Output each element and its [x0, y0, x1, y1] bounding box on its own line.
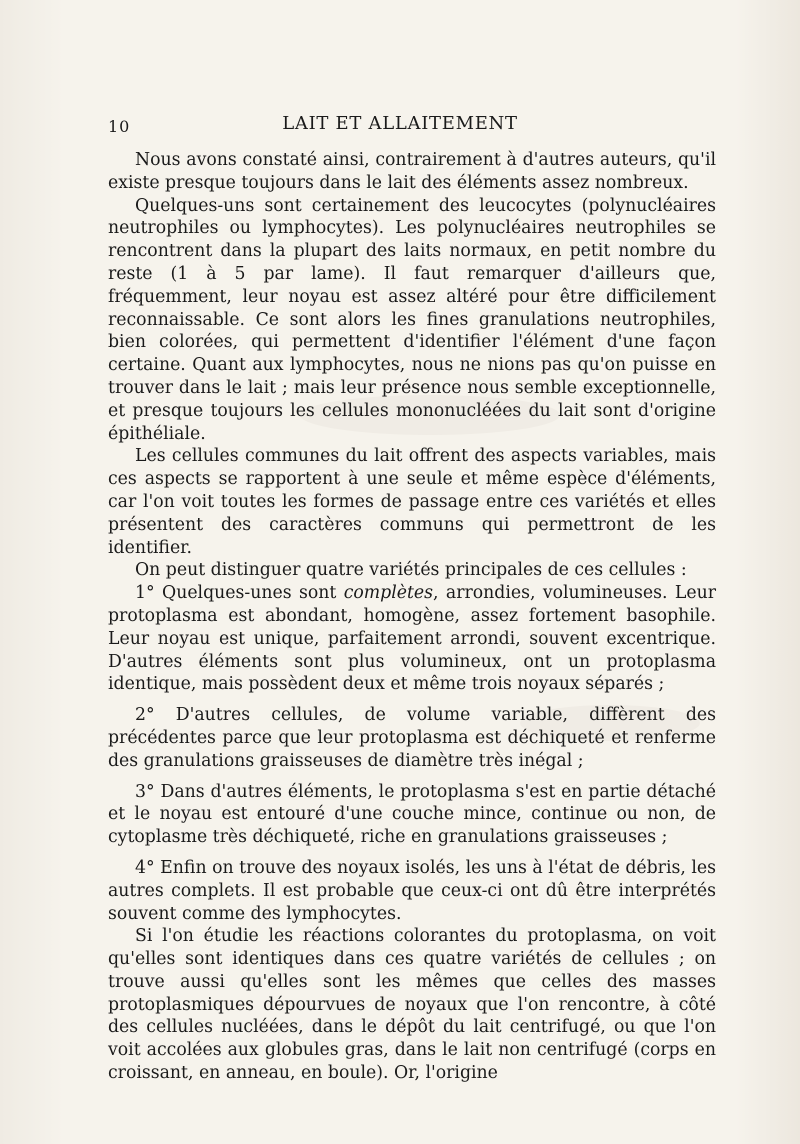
variety-1-emphasis: complètes: [343, 583, 434, 604]
paragraph: On peut distinguer quatre variétés principales de ces cellules :: [135, 560, 687, 581]
paragraph: Les cellules communes du lait offrent des aspects variables, mais ces aspects se rapportent à une seule et même espèce d'éléments, car l'on voit toutes les formes de passage entre ces variétés et elles présentent des caractères communs qui permettront de les identifier.: [108, 446, 716, 558]
variety-1-prefix: 1° Quelques-unes sont: [135, 583, 344, 604]
paragraph: Si l'on étudie les réactions colorantes du protoplasma, on voit qu'elles sont identiques dans ces quatre variétés de cellules ; on trouve aussi qu'elles sont les mêmes que celles des masses protoplasmiques dépourvues de noyaux que l'on rencontre, à côté des cellules nucléées, dans le dépôt du lait centrifugé, ou que l'on voit accolées aux globules gras, dans le lait non centrifugé (corps en croissant, en anneau, en boule). Or, l'origine: [108, 926, 716, 1084]
variety-3-paragraph: 3° Dans d'autres éléments, le protoplasma s'est en partie détaché et le noyau est entouré d'une couche mince, continue ou non, de cytoplasme très déchiqueté, riche en granulations graisseuses ;: [108, 781, 716, 848]
variety-1-paragraph: [108, 582, 716, 696]
variety-2-paragraph: 2° D'autres cellules, de volume variable, diffèrent des précédentes parce que leur protoplasma est déchiqueté et renferme des granulations graisseuses de diamètre très inégal ;: [108, 705, 716, 771]
paragraph: Quelques-uns sont certainement des leucocytes (polynucléaires neutrophiles ou lymphocytes). Les polynucléaires neutrophiles se rencontrent dans la plupart des laits normaux, en petit nombre du reste (1 à 5 par lame). Il faut remarquer d'ailleurs que, fréquemment, leur noyau est assez altéré pour être difficilement reconnaissable. Ce sont alors les fines granulations neutrophiles, bien colorées, qui permettent d'identifier l'élément d'une façon certaine. Quant aux lymphocytes, nous ne nions pas qu'on puisse en trouver dans le lait ; mais leur présence nous semble exceptionnelle, et presque toujours les cellules mononucléées du lait sont d'origine épithéliale.: [108, 195, 716, 444]
variety-1-rest: , arrondies, volumineuses. Leur protoplasma est abondant, homogène, assez fortement basophile. Leur noyau est unique, parfaitement arrondi, souvent excentrique. D'autres éléments sont plus volumineux, ont un protoplasma identique, mais possèdent deux et même trois noyaux séparés ;: [108, 583, 716, 695]
variety-4-paragraph: 4° Enfin on trouve des noyaux isolés, les uns à l'état de débris, les autres complets. Il est probable que ceux-ci ont dû être interprétés souvent comme des lymphocytes.: [108, 857, 716, 924]
body-text: [108, 149, 716, 1085]
paragraph: Nous avons constaté ainsi, contrairement à d'autres auteurs, qu'il existe presque toujours dans le lait des éléments assez nombreux.: [108, 150, 716, 193]
running-title: LAIT ET ALLAITEMENT: [282, 113, 518, 134]
page-number: 10: [108, 117, 131, 136]
